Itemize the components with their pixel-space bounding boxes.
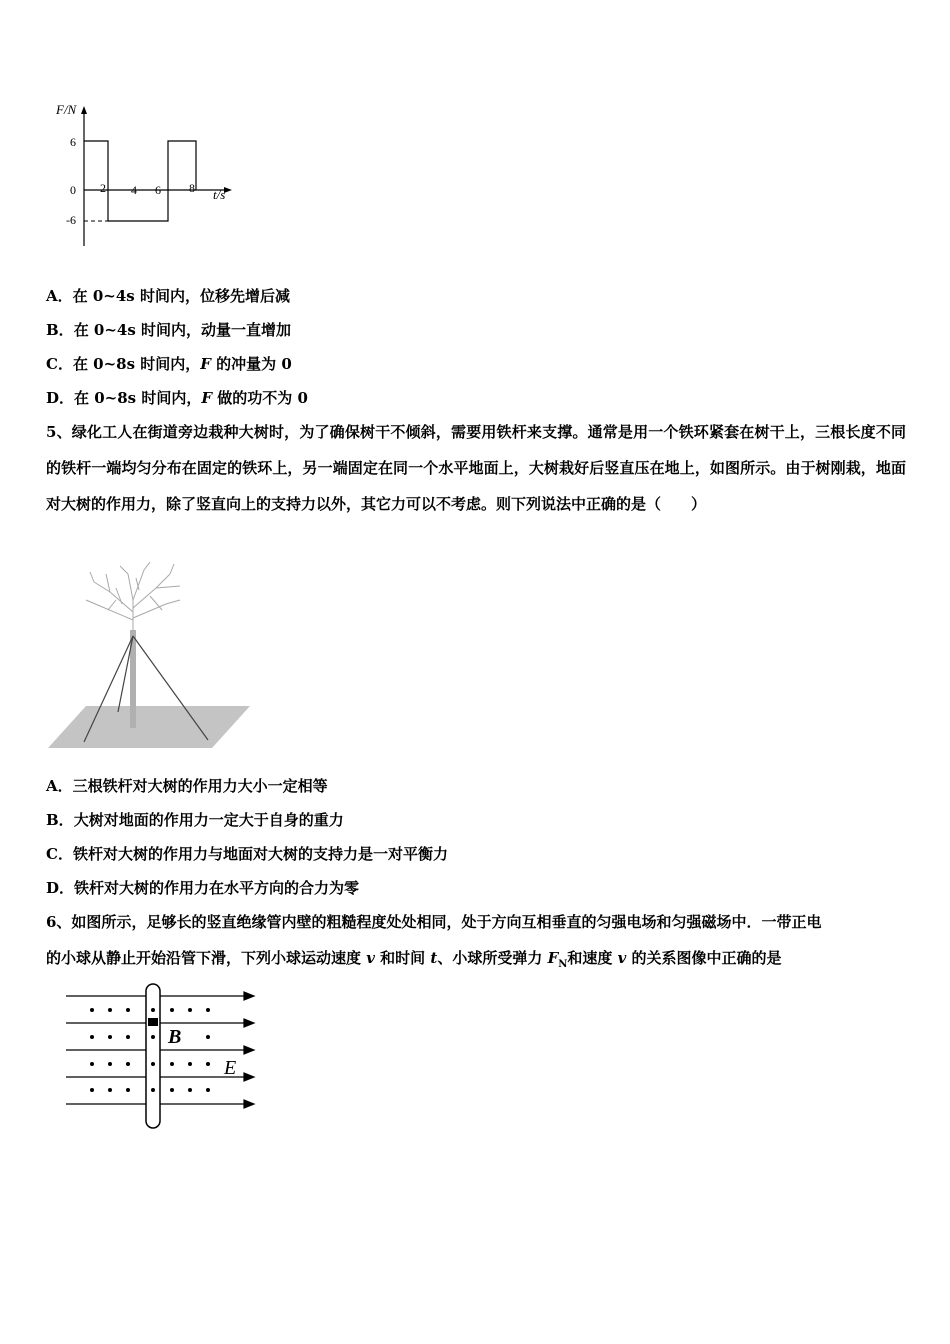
variable-f: F	[200, 355, 211, 373]
electric-field-label: E	[224, 1057, 237, 1079]
option-text: 做的功不为 0	[212, 389, 308, 407]
option-text: 铁杆对大树的作用力在水平方向的合力为零	[74, 879, 360, 897]
y-axis-label: F/N	[56, 102, 77, 117]
y-axis-arrow	[81, 106, 87, 114]
variable-f: F	[547, 949, 559, 967]
x-axis-label: t/s	[213, 187, 226, 202]
q4-option-c	[46, 354, 292, 374]
tree-branches	[86, 562, 180, 632]
tree-support-figure	[46, 560, 256, 752]
option-letter: D．	[46, 389, 75, 407]
x-tick-8: 8	[189, 181, 195, 195]
insulating-tube	[146, 984, 160, 1128]
option-letter: C．	[46, 845, 73, 863]
y-tick-6: 6	[70, 135, 76, 149]
option-text: 铁杆对大树的作用力与地面对大树的支持力是一对平衡力	[72, 845, 448, 863]
option-text: 在 0~4s 时间内，动量一直增加	[73, 321, 292, 339]
option-letter: B．	[46, 321, 74, 339]
y-tick-0: 0	[70, 183, 76, 197]
q4-option-a	[46, 286, 290, 306]
q5-option-d	[46, 878, 359, 898]
option-text: 大树对地面的作用力一定大于自身的重力	[73, 811, 344, 829]
variable-f: F	[201, 389, 213, 407]
x-tick-6: 6	[155, 183, 161, 197]
field-tube-figure	[60, 980, 260, 1132]
option-text: 三根铁杆对大树的作用力大小一定相等	[72, 777, 328, 795]
option-letter: A．	[46, 777, 73, 795]
option-text: 在 0~8s 时间内，	[72, 355, 201, 373]
q5-option-b	[46, 810, 344, 830]
option-letter: D．	[46, 879, 75, 897]
option-text: 在 0~8s 时间内，	[74, 389, 202, 407]
q6-stem-line2: 的小球从静止开始沿管下滑，下列小球运动速度 v 和时间 t、小球所受弹力 $F_N$和速度 v 的关系图像中正确的是	[46, 949, 782, 970]
force-time-graph	[50, 98, 240, 250]
option-text: 的冲量为 0	[210, 355, 292, 373]
y-tick-neg6: -6	[66, 213, 76, 227]
option-text: 在 0~4s 时间内，位移先增后减	[72, 287, 290, 305]
magnetic-field-label: B	[168, 1026, 182, 1048]
x-tick-2: 2	[100, 181, 106, 195]
q6-stem-line1: 6、如图所示，足够长的竖直绝缘管内壁的粗糙程度处处相同，处于方向互相垂直的匀强电场和匀强磁场中．一带正电	[46, 913, 822, 931]
charged-ball	[148, 1018, 158, 1026]
q5-stem: 5、绿化工人在街道旁边栽种大树时，为了确保树干不倾斜，需要用铁杆来支撑。通常是用一个铁环紧套在树干上，三根长度不同的铁杆一端均匀分布在固定的铁环上，另一端固定在同一个水平地面上，大树栽好后竖直压在地上，如图所示。由于树刚栽，地面对大树的作用力，除了竖直向上的支持力以外，其它力可以不考虑。则下列说法中正确的是（ ）	[46, 423, 906, 513]
x-tick-4: 4	[131, 183, 137, 197]
option-letter: A．	[46, 287, 73, 305]
q5-option-a	[46, 776, 328, 796]
option-letter: C．	[46, 355, 73, 373]
option-letter: B．	[46, 811, 74, 829]
q4-option-d	[46, 388, 308, 408]
q4-option-b	[46, 320, 291, 340]
subscript-n: N	[558, 959, 568, 970]
variable-v: v	[617, 949, 627, 967]
q5-option-c	[46, 844, 448, 864]
variable-t: t	[430, 949, 438, 967]
ground-plane	[48, 706, 250, 748]
variable-v: v	[366, 949, 375, 967]
